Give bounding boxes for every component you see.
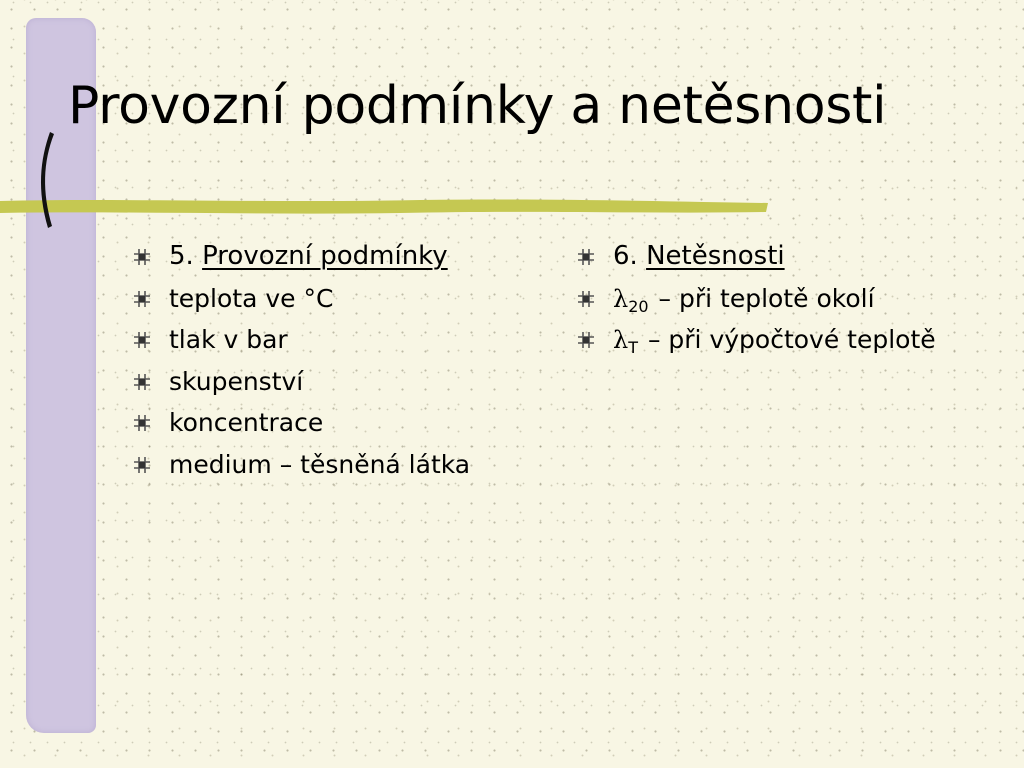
list-heading xyxy=(577,238,967,276)
pin-bullet-icon xyxy=(133,456,151,474)
list-item xyxy=(133,280,553,318)
pin-bullet-icon xyxy=(133,414,151,432)
lambda-symbol: λ xyxy=(613,284,629,313)
heading-text: Netěsnosti xyxy=(646,241,785,271)
list-item xyxy=(133,363,553,401)
list-heading xyxy=(133,238,553,276)
page-title: Provozní podmínky a netěsnosti xyxy=(68,76,887,136)
heading-number: 5. xyxy=(169,241,194,271)
list-item xyxy=(133,321,553,359)
pin-bullet-icon xyxy=(577,248,595,266)
list-item xyxy=(133,404,553,442)
pin-bullet-icon xyxy=(133,248,151,266)
pin-bullet-icon xyxy=(133,290,151,308)
list-item-text: koncentrace xyxy=(169,408,324,438)
lambda-subscript: 20 xyxy=(628,296,649,316)
pin-bullet-icon xyxy=(133,373,151,391)
list-item-text: skupenství xyxy=(169,366,304,396)
list-item-text: tlak v bar xyxy=(169,325,288,355)
left-column xyxy=(133,238,553,487)
list-item xyxy=(133,446,553,484)
heading-number: 6. xyxy=(613,241,638,271)
list-item-text: medium – těsněná látka xyxy=(169,449,471,479)
bracket-icon xyxy=(34,130,56,230)
list-item-text: teplota ve °C xyxy=(169,283,334,313)
decorative-green-bar xyxy=(0,197,768,217)
list-item-text: – při teplotě okolí xyxy=(658,283,875,313)
lambda-subscript: T xyxy=(628,338,638,358)
list-item-text: – při výpočtové teplotě xyxy=(647,325,936,355)
list-item xyxy=(577,280,967,318)
lambda-symbol: λ xyxy=(613,326,629,355)
right-column xyxy=(577,238,967,363)
pin-bullet-icon xyxy=(577,290,595,308)
heading-text: Provozní podmínky xyxy=(202,241,448,271)
pin-bullet-icon xyxy=(133,331,151,349)
pin-bullet-icon xyxy=(577,331,595,349)
list-item xyxy=(577,321,967,359)
